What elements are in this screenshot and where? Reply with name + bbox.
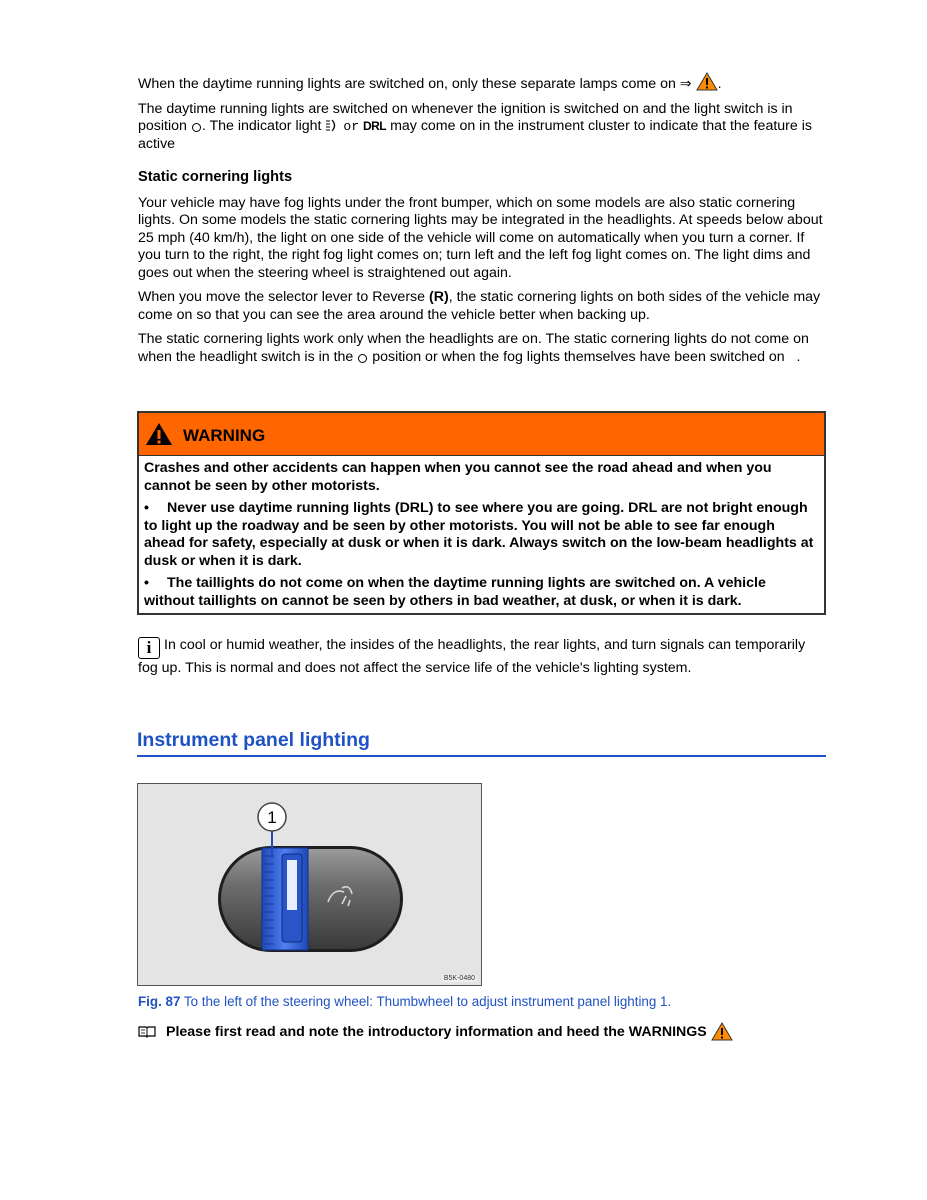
bullet-marker: • [144, 500, 149, 516]
callout-number: 1 [267, 808, 277, 827]
sc-p2b-text: , the static cornering lights on both sides of the vehicle may come on so that you can see the area around the vehicle better when backing up. [138, 289, 821, 323]
warning-bullet-1 [144, 500, 819, 570]
figure-code: B5K-0480 [443, 975, 475, 982]
bullet-marker: • [144, 575, 149, 591]
intro-paragraph-2 [138, 101, 826, 154]
section-title: Instrument panel lighting [137, 729, 826, 757]
page-content [138, 72, 826, 373]
intro-or-text: or [343, 119, 359, 134]
caption-text: To the left of the steering wheel: Thumbwheel to adjust instrument panel lighting 1. [183, 994, 672, 1009]
warning-title: WARNING [183, 426, 266, 445]
static-cornering-paragraph-3 [138, 331, 826, 366]
warning-box [137, 411, 826, 615]
static-cornering-paragraph-2 [138, 289, 826, 324]
static-cornering-heading: Static cornering lights [138, 169, 293, 185]
intro-p2c-text: may come on in the instrument cluster to indicate that the feature is active [138, 118, 812, 152]
warning-lead: Crashes and other accidents can happen when you cannot see the road ahead and when you cannot be seen by other motorists. [144, 460, 772, 494]
book-icon [138, 1025, 156, 1038]
sc-p3c-text: . [796, 348, 801, 365]
light-position-icon [358, 354, 367, 363]
intro-p1-text: When the daytime running lights are switched on, only these separate lamps come on ⇒ [138, 76, 692, 92]
intro-paragraph-1: When the daytime running lights are switched on, only these separate lamps come on ⇒ . [138, 72, 826, 94]
thumbwheel-illustration [138, 784, 481, 985]
warning-header [139, 413, 824, 456]
warning-bullet-2-text: The taillights do not come on when the daytime running lights are switched on. A vehicle without taillights on cannot be seen by others in bad weather, at dusk, or when it is dark. [144, 575, 766, 609]
warning-triangle-icon [696, 72, 718, 91]
sc-p2a-text: When you move the selector lever to Reverse [138, 289, 426, 305]
light-position-icon [192, 123, 201, 132]
sc-p3a-text: The static cornering lights work only when the headlights are on. The static cornering lights do not come on when the headlight switch is in the [138, 331, 809, 365]
read-first-notice [138, 1022, 733, 1041]
info-note [138, 636, 828, 677]
read-first-text: Please first read and note the introductory information and heed the WARNINGS [166, 1023, 707, 1040]
warning-triangle-icon [145, 422, 173, 446]
info-icon: i [138, 637, 160, 659]
drl-label: DRL [362, 119, 387, 133]
figure-thumbwheel [137, 783, 482, 986]
reverse-label: (R) [429, 289, 449, 305]
caption-label: Fig. 87 [138, 994, 181, 1009]
warning-bullet-2 [144, 575, 819, 610]
info-note-text: In cool or humid weather, the insides of the headlights, the rear lights, and turn signals can temporarily fog up. This is normal and does not affect the service life of the vehicle's lighting system. [138, 637, 806, 676]
static-cornering-paragraph-1: Your vehicle may have fog lights under the front bumper, which on some models are also static cornering lights. On some models the static cornering lights may be integrated in the headlights. At speeds below about 25 mph (40 km/h), the light on one side of the vehicle will come on automatically when you turn a corner. If you turn to the right, the right fog light comes on; turn left and the left fog light comes on. The light dims and goes out when the steering wheel is straightened out again. [138, 194, 823, 281]
warning-bullet-1-text: Never use daytime running lights (DRL) to see where you are going. DRL are not bright enough to light up the roadway and be seen by other motorists. You will not be able to see far enough ahead for safety, especially at dusk or when it is dark. Always switch on the low-beam headlights at dusk or when it is dark. [144, 500, 814, 569]
warning-triangle-icon[interactable] [711, 1022, 733, 1041]
intro-p2a-text: The daytime running lights are switched on whenever the ignition is switched on and the light switch is in position [138, 100, 793, 134]
drl-indicator-icon [325, 119, 339, 132]
sc-p3b-text: position or when the fog lights themselves have been switched on [372, 348, 785, 365]
figure-caption [138, 994, 671, 1009]
warning-body [139, 456, 824, 613]
intro-p2b-text: . The indicator light [201, 118, 322, 134]
